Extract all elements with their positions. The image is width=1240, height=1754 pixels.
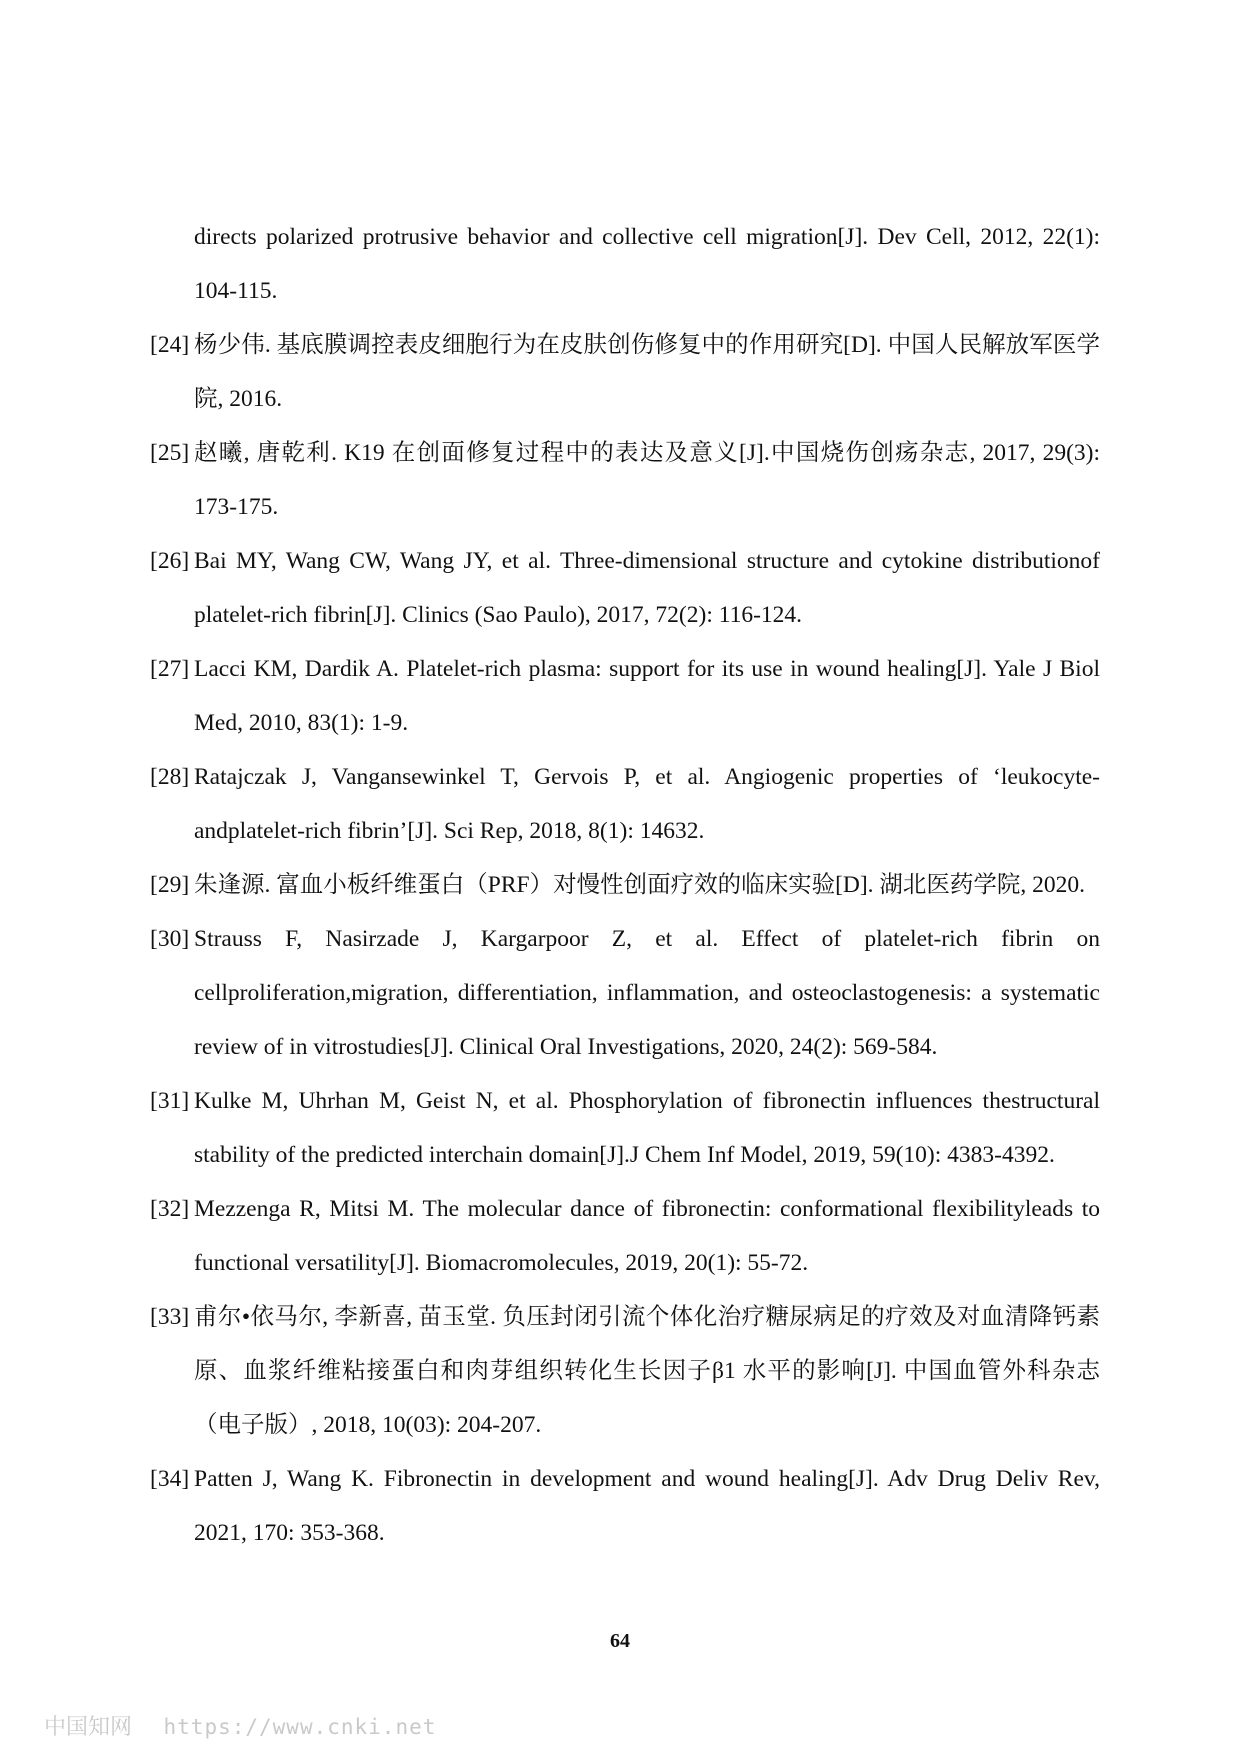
reference-number: [28] — [150, 764, 190, 790]
page-number: 64 — [610, 1630, 630, 1652]
reference-item — [150, 318, 1100, 426]
reference-number: [26] — [150, 548, 190, 574]
reference-text: 朱逢源. 富血小板纤维蛋白（PRF）对慢性创面疗效的临床实验[D]. 湖北医药学院, 2020. — [194, 872, 1086, 898]
reference-item — [150, 1074, 1100, 1182]
reference-text: Ratajczak J, Vangansewinkel T, Gervois P, et al. Angiogenic properties of ‘leukocyte-andplatelet-rich fibrin’[J]. Sci Rep, 2018, 8(1): 14632. — [194, 764, 1100, 844]
watermark-name: 中国知网 — [44, 1715, 133, 1740]
reference-item — [150, 750, 1100, 858]
reference-number: [30] — [150, 926, 190, 952]
watermark — [44, 1710, 436, 1741]
reference-text: Patten J, Wang K. Fibronectin in development and wound healing[J]. Adv Drug Deliv Rev, 2021, 170: 353-368. — [194, 1466, 1100, 1546]
watermark-url: https://www.cnki.net — [163, 1715, 437, 1739]
reference-item — [150, 1182, 1100, 1290]
reference-item — [150, 534, 1100, 642]
reference-text: Mezzenga R, Mitsi M. The molecular dance of fibronectin: conformational flexibilityleads to functional versatility[J]. Biomacromolecules, 2019, 20(1): 55-72. — [194, 1196, 1100, 1276]
reference-number: [31] — [150, 1088, 190, 1114]
reference-number: [32] — [150, 1196, 190, 1222]
reference-text: 甫尔•依马尔, 李新喜, 苗玉堂. 负压封闭引流个体化治疗糖尿病足的疗效及对血清降钙素原、血浆纤维粘接蛋白和肉芽组织转化生长因子β1 水平的影响[J]. 中国血管外科杂志（电子版）, 2018, 10(03): 204-207. — [194, 1304, 1100, 1438]
reference-number: [34] — [150, 1466, 190, 1492]
reference-text: Strauss F, Nasirzade J, Kargarpoor Z, et al. Effect of platelet-rich fibrin on cellproliferation,migration, differentiation, inflammation, and osteoclastogenesis: a systematic review of in vitrostudies[J]. Clinical Oral Investigations, 2020, 24(2): 569-584. — [194, 926, 1100, 1060]
reference-number: [25] — [150, 440, 190, 466]
reference-number: [27] — [150, 656, 190, 682]
reference-text: 杨少伟. 基底膜调控表皮细胞行为在皮肤创伤修复中的作用研究[D]. 中国人民解放军医学院, 2016. — [194, 332, 1100, 412]
reference-number: [29] — [150, 872, 190, 898]
reference-item — [150, 1290, 1100, 1452]
reference-text: Bai MY, Wang CW, Wang JY, et al. Three-dimensional structure and cytokine distributionof platelet-rich fibrin[J]. Clinics (Sao Paulo), 2017, 72(2): 116-124. — [194, 548, 1100, 628]
reference-number: [24] — [150, 332, 190, 358]
reference-list — [150, 210, 1100, 1560]
reference-text: Kulke M, Uhrhan M, Geist N, et al. Phosphorylation of fibronectin influences thestructural stability of the predicted interchain domain[J].J Chem Inf Model, 2019, 59(10): 4383-4392. — [194, 1088, 1100, 1168]
reference-item — [150, 642, 1100, 750]
reference-item — [150, 426, 1100, 534]
reference-item — [150, 1452, 1100, 1560]
reference-text: 赵曦, 唐乾利. K19 在创面修复过程中的表达及意义[J].中国烧伤创疡杂志, 2017, 29(3): 173-175. — [194, 440, 1100, 520]
reference-item — [150, 912, 1100, 1074]
reference-number: [33] — [150, 1304, 190, 1330]
reference-text: directs polarized protrusive behavior and collective cell migration[J]. Dev Cell, 2012, 22(1): 104-115. — [194, 224, 1100, 304]
reference-continuation — [150, 210, 1100, 318]
reference-item — [150, 858, 1100, 912]
reference-text: Lacci KM, Dardik A. Platelet-rich plasma: support for its use in wound healing[J]. Yale J Biol Med, 2010, 83(1): 1-9. — [194, 656, 1100, 736]
